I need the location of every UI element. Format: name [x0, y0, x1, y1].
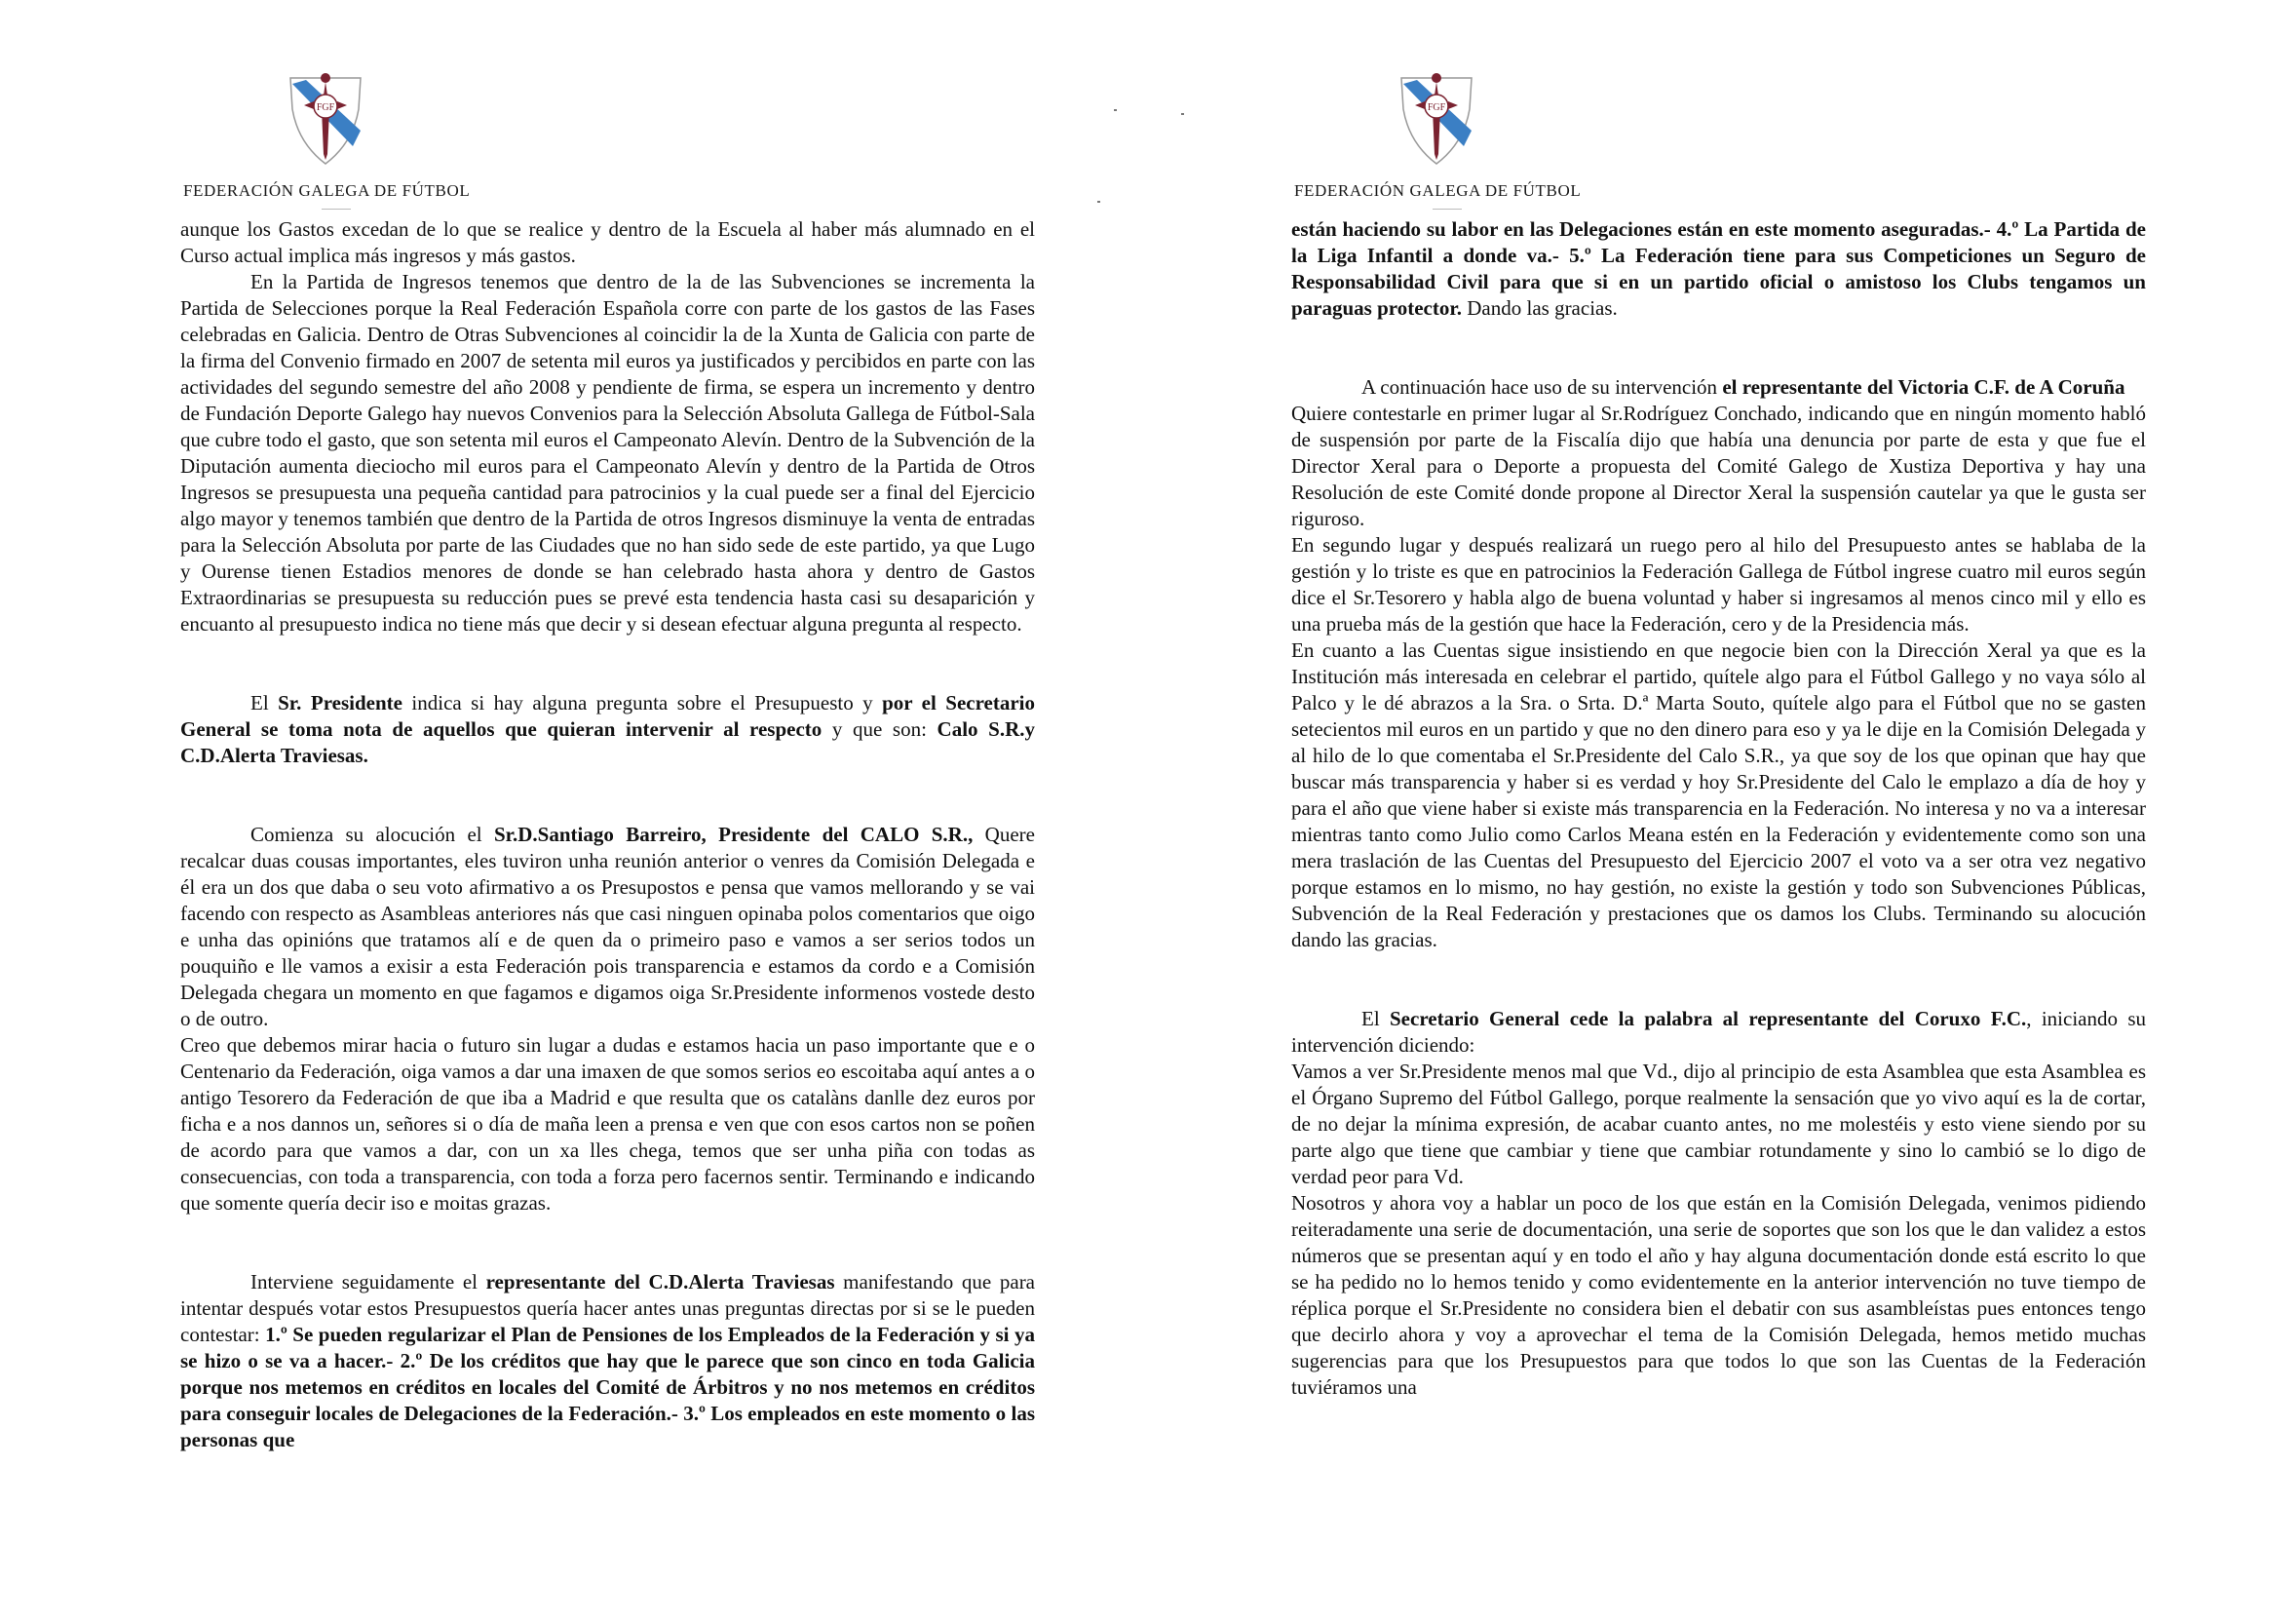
- paragraph: [180, 269, 1035, 637]
- left-page: [0, 0, 1036, 1621]
- bold-text-segment: por el Secretario General se toma nota de aquellos que quieran intervenir al respecto: [180, 691, 1035, 741]
- bold-text-segment: Secretario General cede la palabra al representante del Coruxo F.C.: [1390, 1007, 2027, 1030]
- scan-speck: [1114, 109, 1117, 111]
- paragraph: [1291, 1190, 2146, 1401]
- bold-text-segment: representante del C.D.Alerta Traviesas: [485, 1270, 835, 1293]
- bold-text-segment: Calo S.R.y C.D.Alerta Traviesas.: [180, 717, 1036, 767]
- text-segment: indica si hay alguna pregunta sobre el Presupuesto y: [402, 691, 883, 714]
- text-segment: Interviene seguidamente el: [250, 1270, 486, 1293]
- federation-name: FEDERACIÓN GALEGA DE FÚTBOL: [1294, 181, 1582, 200]
- paragraph: [1291, 1059, 2146, 1190]
- paragraph: [1291, 637, 2146, 953]
- text-segment: A continuación hace uso de su intervención: [1361, 375, 1723, 399]
- scan-speck: [1181, 113, 1184, 115]
- text-segment: Creo que debemos mirar hacia o futuro sin lugar a dudas e estamos hacia un paso importante que e o Centenario da Federación, oiga vamos a dar una imaxen de que somos serios eo escoitaba aquí antes a o antigo Tesorero da Federación de que iba a Madrid e que resulta que os catalàns danlle dez euros por ficha e a nos dannos un, señores si o día de maña leen a prensa e ven que con esos cartos non se poñen de acordo para que vamos a dar, con un xa lles chega, temos que ser unha piña con todas as consecuencias, con toda a transparencia, con toda a forza pero facernos sentir. Terminando e indicando que somente quería decir iso e moitas grazas.: [180, 1033, 1035, 1215]
- text-segment: Dando las gracias.: [1462, 296, 1618, 320]
- paragraph: [1291, 401, 2146, 532]
- text-segment: Vamos a ver Sr.Presidente menos mal que Vd., dijo al principio de esta Asamblea que esta Asamblea es el Órgano Supremo del Fútbol Gallego, porque realmente la sensación que yo vivo aquí es la de cortar, de no dejar la mínima expresión, de acabar cuanto antes, no me molestéis y esto viene siendo por su parte algo que tiene que cambiar y tiene que cambiar rotundamente y sino lo cambió se lo digo de verdad peor para Vd.: [1291, 1060, 2146, 1188]
- text-segment: En la Partida de Ingresos tenemos que dentro de la de las Subvenciones se incrementa la Partida de Selecciones porque la Real Federación Española corre con parte de los gastos de las Fases celebradas en Galicia. Dentro de Otras Subvenciones al coincidir la de la Xunta de Galicia con parte de la firma del Convenio firmado en 2007 de setenta mil euros ya justificados y percibidos en parte con las actividades del segundo semestre del año 2008 y pendiente de firma, se espera un incremento y dentro de Fundación Deporte Galego hay nuevos Convenios para la Selección Absoluta Gallega de Fútbol-Sala que cubre todo el gasto, que son setenta mil euros el Campeonato Alevín. Dentro de la Subvención de la Diputación aumenta dieciocho mil euros para el Campeonato Alevín y dentro de la Partida de Otros Ingresos se presupuesta una pequeña cantidad para patrocinios y la cual puede ser a final del Ejercicio algo mayor y tenemos también que dentro de la Partida de otros Ingresos disminuye la venta de entradas para la Selección Absoluta por parte de las Ciudades que no han sido sede de este partido, ya que Lugo y Ourense tienen Estadios menores de donde se han celebrado hasta ahora y dentro de Gastos Extraordinarias se presupuesta su reducción pues se prevé esta tendencia hasta casi su desaparición y encuanto al presupuesto indica no tiene más que decir y si desean efectuar alguna pregunta al respecto.: [180, 270, 1035, 636]
- bold-text-segment: Sr.D.Santiago Barreiro, Presidente del CALO S.R.,: [493, 823, 974, 846]
- paragraph: [1291, 216, 2146, 322]
- paragraph: [180, 1269, 1035, 1453]
- svg-text:FGF: FGF: [1427, 102, 1446, 113]
- text-segment: manifestando que para intentar después votar estos Presupuestos quería hacer antes unas preguntas directas por si se le pueden contestar:: [180, 1270, 1036, 1346]
- bold-text-segment: el representante del Victoria C.F. de A Coruña: [1722, 375, 2125, 399]
- federation-name: FEDERACIÓN GALEGA DE FÚTBOL: [183, 181, 471, 200]
- svg-text:FGF: FGF: [316, 102, 335, 113]
- text-segment: aunque los Gastos excedan de lo que se realice y dentro de la Escuela al haber más alumnado en el Curso actual implica más ingresos y más gastos.: [180, 217, 1035, 267]
- paragraph: [1291, 532, 2146, 637]
- bold-text-segment: están haciendo su labor en las Delegaciones están en este momento aseguradas.- 4.º La Partida de la Liga Infantil a donde va.- 5.º La Federación tiene para sus Competiciones un Seguro de Responsabilidad Civil para que si en un partido oficial o amistoso los Clubs tengamos un paraguas protector.: [1291, 217, 2146, 320]
- page-body-text: [180, 216, 1035, 1453]
- text-segment: y que son:: [822, 717, 938, 741]
- text-segment: El: [250, 691, 279, 714]
- header-rule: [322, 209, 351, 210]
- text-segment: El: [1361, 1007, 1390, 1030]
- right-page: [1111, 0, 2146, 1621]
- header-rule: [1433, 209, 1462, 210]
- bold-text-segment: Sr. Presidente: [278, 691, 402, 714]
- text-segment: Comienza su alocución el: [250, 823, 494, 846]
- text-segment: Quiere contestarle en primer lugar al Sr.Rodríguez Conchado, indicando que en ningún momento habló de suspensión por parte de la Fiscalía dijo que había una denuncia por parte de esta y que fue el Director Xeral para o Deporte a propuesta del Comité Galego de Xustiza Deportiva y hay una Resolución de este Comité donde propone al Director Xeral la suspensión cautelar ya que le gusta ser riguroso.: [1291, 402, 2146, 530]
- text-segment: En cuanto a las Cuentas sigue insistiendo en que negocie bien con la Dirección Xeral ya que es la Institución más interesada en celebrar el partido, quítele algo para el Fútbol Gallego y no vaya sólo al Palco y le dé abrazos a la Sra. o Srta. D.ª Marta Souto, quítele algo para el Fútbol que no se gasten setecientos mil euros en un partido y que no den dinero para eso y ya le dije en la Comisión Delegada y al hilo de lo que comentaba el Sr.Presidente del Calo S.R., ya que soy de los que opinan que hay que buscar más transparencia y haber si es verdad y hoy Sr.Presidente del Calo le emplazo a día de hoy y para el año que viene haber si existe más transparencia en la Federación. No interesa y no va a interesar mientras tanto como Julio como Carlos Meana estén en la Federación y evidentemente como son una mera traslación de las Cuentas del Presupuesto del Ejercicio 2007 el voto va a ser otra vez negativo porque estamos en lo mismo, no hay gestión, no existe la gestión y todo son Subvenciones Públicas, Subvención de la Real Federación y prestaciones que os damos los Clubs. Terminando su alocución dando las gracias.: [1291, 638, 2146, 951]
- paragraph: [1291, 374, 2146, 401]
- federation-crest-logo: [285, 70, 366, 168]
- bold-text-segment: 1.º Se pueden regularizar el Plan de Pensiones de los Empleados de la Federación y si ya se hizo o se va a hacer.- 2.º De los créditos que hay que le parece que son cinco en toda Galicia porque nos metemos en créditos en locales del Comité de Árbitros y no nos metemos en créditos para conseguir locales de Delegaciones de la Federación.- 3.º Los empleados en este momento o las personas que: [180, 1323, 1035, 1451]
- text-segment: En segundo lugar y después realizará un ruego pero al hilo del Presupuesto antes se hablaba de la gestión y lo triste es que en patrocinios la Federación Gallega de Fútbol ingrese cuatro mil euros según dice el Sr.Tesorero y habla algo de buena voluntad y haber si ingresamos al menos cinco mil y ello es una prueba más de la gestión que hace la Federación, cero y de la Presidencia más.: [1291, 533, 2146, 636]
- text-segment: Nosotros y ahora voy a hablar un poco de los que están en la Comisión Delegada, venimos pidiendo reiteradamente una serie de documentación, una serie de soportes que son los que le dan validez a estos números que se presentan aquí y en todo el año y hay alguna documentación donde está escrito lo que se ha pedido no lo hemos tenido y como evidentemente en la anterior intervención no tuve tiempo de réplica porque el Sr.Presidente no considera bien el debatir con sus asambleístas pues entonces tengo que decirlo ahora y voy a aprovechar el tema de la Comisión Delegada, hemos metido muchas sugerencias para que los Presupuestos para que todos lo que son las Cuentas de la Federación tuviéramos una: [1291, 1191, 2146, 1399]
- paragraph: [180, 216, 1035, 269]
- paragraph: [180, 690, 1035, 769]
- page-body-text: [1291, 216, 2146, 1401]
- text-segment: , iniciando su intervención diciendo:: [1291, 1007, 2146, 1057]
- text-segment: Quere recalcar duas cousas importantes, eles tuviron unha reunión anterior o venres da Comisión Delegada e él era un dos que daba o seu voto afirmativo a os Presupostos e pensa que vamos mellorando y se vai facendo con respecto as Asambleas anteriores nás que casi ninguen opinaba polos comentarios que oigo e unha das opinións que tratamos alí e de quen da o primeiro paso e vamos a ser serios todos un pouquiño e lle vamos a exisir a esta Federación pois transparencia e estamos da cordo e a Comisión Delegada chegara un momento en que fagamos e digamos oiga Sr.Presidente informenos vostede desto o de outro.: [180, 823, 1035, 1030]
- federation-crest-logo: [1396, 70, 1477, 168]
- paragraph: [1291, 1006, 2146, 1059]
- paragraph: [180, 822, 1035, 1032]
- paragraph: [180, 1032, 1035, 1216]
- scan-speck: [1097, 201, 1100, 203]
